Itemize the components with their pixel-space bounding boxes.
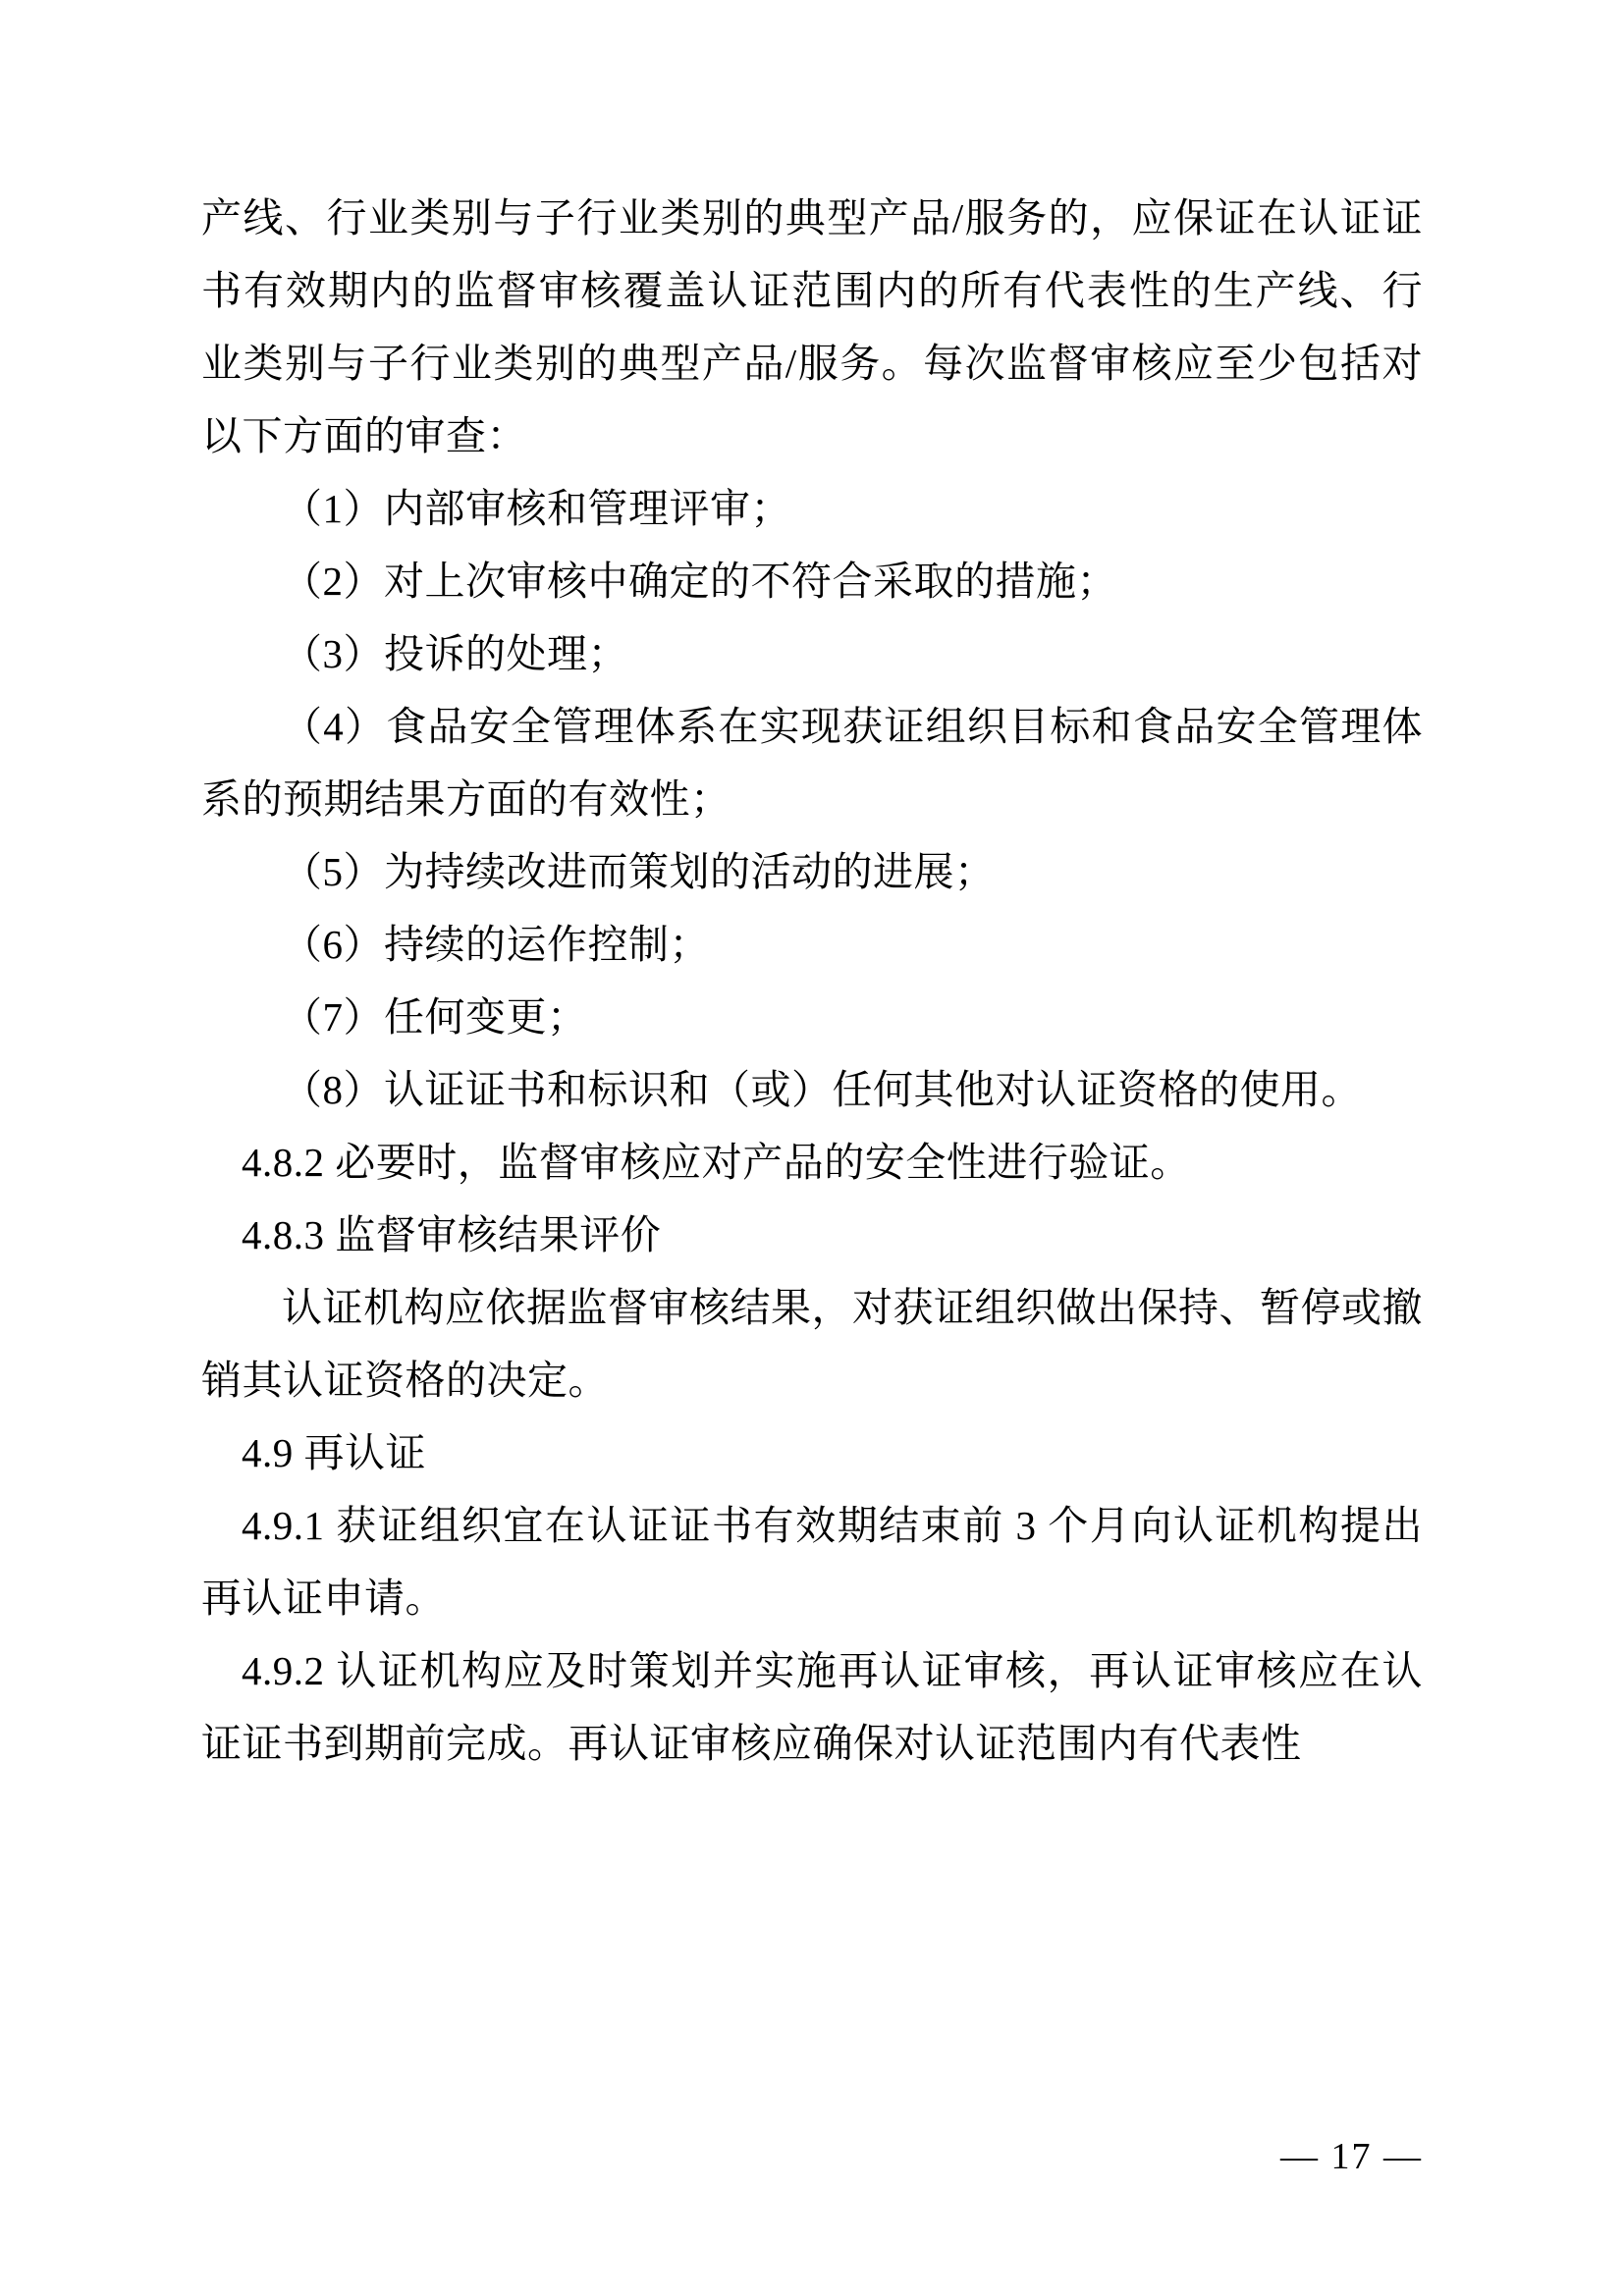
- list-item-7: （7）任何变更；: [282, 994, 588, 1040]
- list-item-1: （1）内部审核和管理评审；: [282, 486, 791, 531]
- clause-4-8-2: 4.8.2 必要时，监督审核应对产品的安全性进行验证。: [242, 1140, 1191, 1185]
- list-item-6: （6）持续的运作控制；: [282, 922, 710, 967]
- document-body: [201, 182, 1423, 1780]
- clause-heading-4-8-3: 4.8.3 监督审核结果评价: [242, 1212, 662, 1257]
- list-item-4: （4）食品安全管理体系在实现获证组织目标和食品安全管理体系的预期结果方面的有效性；: [201, 704, 1423, 822]
- page-number: — 17 —: [1280, 2136, 1423, 2177]
- clause-4-9-2: 4.9.2 认证机构应及时策划并实施再认证审核，再认证审核应在认证证书到期前完成。再认证审核应确保对认证范围内有代表性: [201, 1648, 1423, 1766]
- paragraph-continued: 产线、行业类别与子行业类别的典型产品/服务的，应保证在认证证书有效期内的监督审核覆盖认证范围内的所有代表性的生产线、行业类别与子行业类别的典型产品/服务。每次监督审核应至少包括对以下方面的审查：: [201, 195, 1423, 458]
- clause-4-8-3-body: 认证机构应依据监督审核结果，对获证组织做出保持、暂停或撤销其认证资格的决定。: [201, 1285, 1423, 1403]
- clause-heading-4-9: 4.9 再认证: [242, 1430, 426, 1475]
- clause-4-9-1: 4.9.1 获证组织宜在认证证书有效期结束前 3 个月向认证机构提出再认证申请。: [201, 1503, 1423, 1621]
- list-item-2: （2）对上次审核中确定的不符合采取的措施；: [282, 559, 1117, 604]
- list-item-8: （8）认证证书和标识和（或）任何其他对认证资格的使用。: [282, 1067, 1362, 1112]
- list-item-3: （3）投诉的处理；: [282, 631, 628, 676]
- list-item-5: （5）为持续改进而策划的活动的进展；: [282, 849, 996, 894]
